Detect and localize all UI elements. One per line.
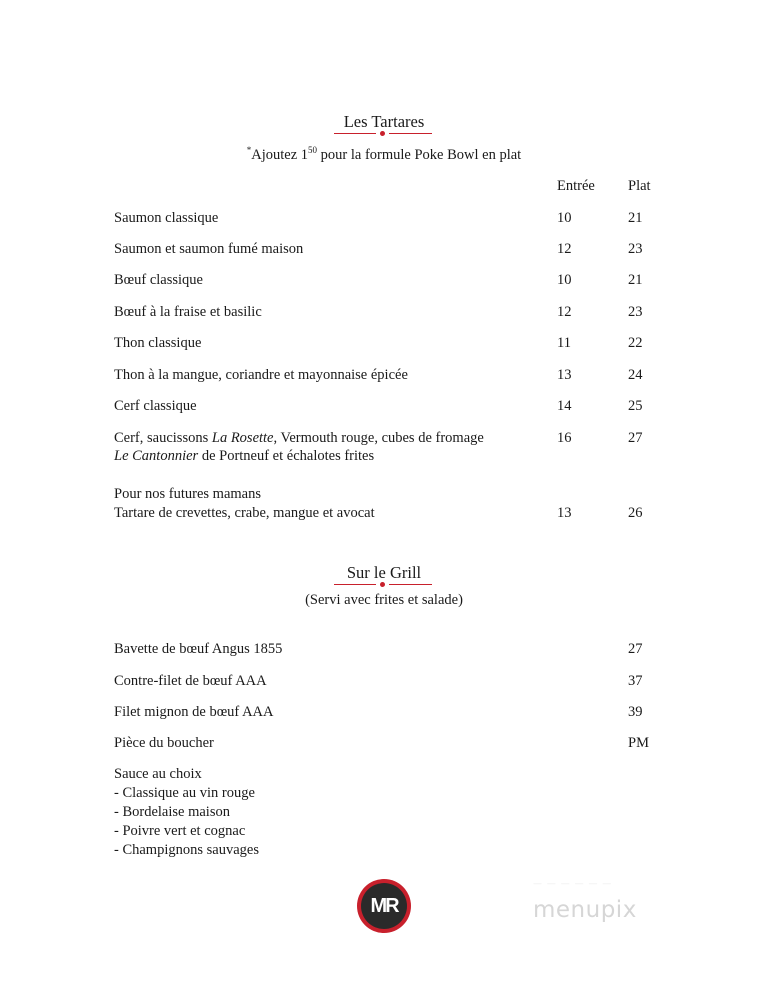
cerf-special-text: de Portneuf et échalotes frites: [198, 448, 375, 464]
tartare-item-name: Saumon classique: [114, 210, 219, 226]
tartare-item-name: Thon classique: [114, 335, 202, 351]
mamans-item-name: Tartare de crevettes, crabe, mangue et avocat: [114, 505, 375, 521]
grill-item-name: Filet mignon de bœuf AAA: [114, 704, 274, 720]
mamans-heading: Pour nos futures mamans: [114, 486, 261, 502]
tartare-item-entree-price: 10: [557, 210, 572, 226]
grill-item-price: 37: [628, 673, 643, 689]
column-header-plat: Plat: [628, 178, 651, 194]
mamans-plat-price: 26: [628, 505, 643, 521]
grill-ornament: [334, 582, 432, 588]
cerf-special-text: , Vermouth rouge, cubes de fromage: [273, 430, 484, 446]
cerf-special-brand: La Rosette: [211, 430, 274, 446]
grill-item-price: 39: [628, 704, 643, 720]
tartare-item-plat-price: 21: [628, 272, 643, 288]
tartare-item-entree-price: 13: [557, 367, 572, 383]
ornament-line-left: [334, 584, 376, 585]
mamans-entree-price: 13: [557, 505, 572, 521]
cerf-special-plat-price: 27: [628, 430, 643, 446]
tartare-item-entree-price: 10: [557, 272, 572, 288]
cerf-special-text: Cerf, saucissons: [114, 430, 212, 446]
column-header-entree: Entrée: [557, 178, 595, 194]
note-prefix: Ajoutez 1: [251, 147, 309, 163]
tartares-title: Les Tartares: [343, 112, 425, 131]
sauce-option: - Classique au vin rouge: [114, 785, 255, 801]
grill-item-price: PM: [628, 735, 649, 751]
ornament-line-right: [389, 133, 432, 134]
sauce-option: - Poivre vert et cognac: [114, 823, 246, 839]
menupix-watermark: menupix: [533, 897, 637, 923]
grill-item-name: Pièce du boucher: [114, 735, 214, 751]
watermark-faint-line: — — — — — —: [533, 879, 613, 889]
cerf-special-line2: [114, 447, 374, 465]
ornament-line-left: [334, 133, 376, 134]
grill-item-name: Contre-filet de bœuf AAA: [114, 673, 267, 689]
note-cents: 50: [308, 145, 318, 155]
sauce-heading: Sauce au choix: [114, 766, 202, 782]
tartares-title-wrap: [0, 112, 768, 132]
sauce-option: - Champignons sauvages: [114, 842, 259, 858]
tartare-item-plat-price: 23: [628, 241, 643, 257]
tartare-item-entree-price: 12: [557, 304, 572, 320]
tartare-item-entree-price: 11: [557, 335, 571, 351]
cerf-special-entree-price: 16: [557, 430, 572, 446]
restaurant-logo: [357, 879, 411, 933]
tartare-item-entree-price: 12: [557, 241, 572, 257]
tartare-item-plat-price: 24: [628, 367, 643, 383]
tartare-item-entree-price: 14: [557, 398, 572, 414]
cerf-special-cheese: Le Cantonnier: [114, 448, 199, 464]
tartare-item-name: Saumon et saumon fumé maison: [114, 241, 304, 257]
tartares-ornament: [334, 131, 432, 137]
poke-bowl-note: [0, 146, 768, 164]
ornament-line-right: [389, 584, 432, 585]
tartare-item-name: Bœuf à la fraise et basilic: [114, 304, 262, 320]
tartare-item-name: Cerf classique: [114, 398, 197, 414]
grill-item-name: Bavette de bœuf Angus 1855: [114, 641, 283, 657]
tartare-item-name: Thon à la mangue, coriandre et mayonnaise épicée: [114, 367, 408, 383]
grill-item-price: 27: [628, 641, 643, 657]
grill-subtitle: (Servi avec frites et salade): [305, 592, 463, 608]
ornament-dot: [380, 582, 385, 587]
tartare-item-name: Bœuf classique: [114, 272, 203, 288]
note-marker: *: [246, 145, 252, 155]
note-suffix: pour la formule Poke Bowl en plat: [317, 147, 522, 163]
tartare-item-plat-price: 21: [628, 210, 643, 226]
logo-inner-circle: [361, 883, 407, 929]
tartare-item-plat-price: 25: [628, 398, 643, 414]
cerf-special-line1: [114, 429, 484, 447]
sauce-option: - Bordelaise maison: [114, 804, 230, 820]
ornament-dot: [380, 131, 385, 136]
logo-text: MR: [370, 894, 398, 917]
tartare-item-plat-price: 23: [628, 304, 643, 320]
tartare-item-plat-price: 22: [628, 335, 643, 351]
grill-title: Sur le Grill: [346, 563, 422, 582]
grill-title-wrap: [0, 563, 768, 583]
